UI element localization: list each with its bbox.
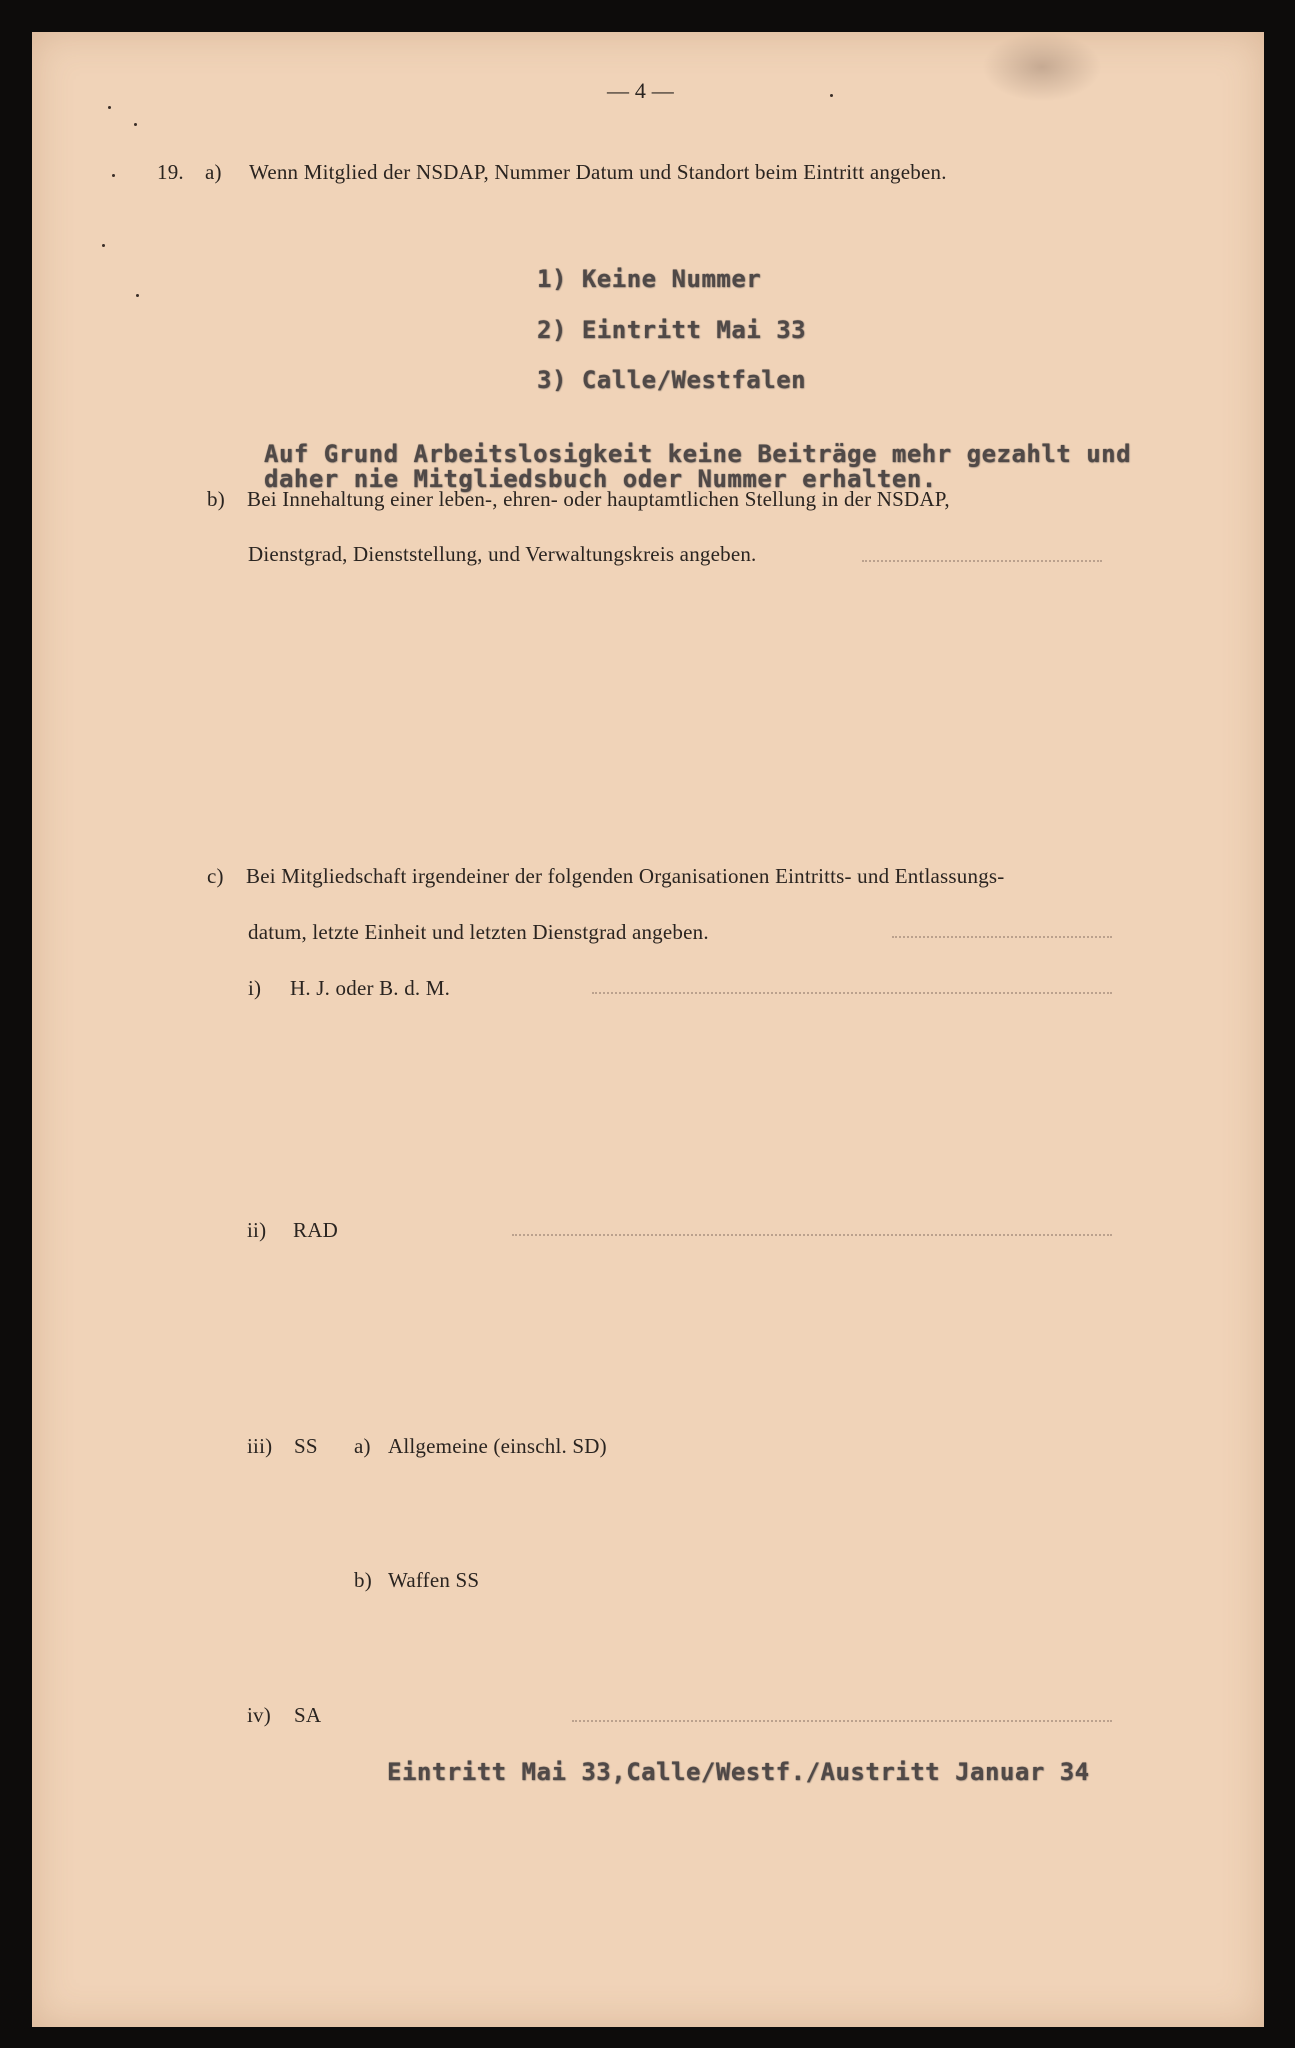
fill-line xyxy=(592,992,1112,994)
margin-speck xyxy=(112,174,115,177)
item-ii-label: RAD xyxy=(293,1218,338,1242)
q19b-text-line-2: Dienstgrad, Dienststellung, und Verwaltungskreis angeben. xyxy=(248,542,757,566)
item-iv-answer: Eintritt Mai 33,Calle/Westf./Austritt Januar 34 xyxy=(387,1758,1090,1786)
margin-speck xyxy=(102,244,105,247)
item-iii-sub-a-label: Allgemeine (einschl. SD) xyxy=(388,1434,607,1458)
q19a-marker: a) xyxy=(205,160,222,184)
margin-speck xyxy=(108,106,111,109)
page-number: — 4 — xyxy=(607,78,674,103)
fill-line xyxy=(892,936,1112,938)
item-iii-sub-a-marker: a) xyxy=(354,1434,371,1458)
q19c-text-line-2: datum, letzte Einheit und letzten Dienstgrad angeben. xyxy=(248,920,709,944)
q19c-text-line-1: Bei Mitgliedschaft irgendeiner der folgenden Organisationen Eintritts- und Entlassungs- xyxy=(246,864,1005,888)
fill-line xyxy=(862,560,1102,562)
item-ii-marker: ii) xyxy=(247,1218,267,1242)
item-iv-marker: iv) xyxy=(247,1703,271,1727)
item-iv-label: SA xyxy=(294,1703,322,1727)
q19b-marker: b) xyxy=(207,487,225,511)
margin-speck xyxy=(830,94,833,97)
document-page xyxy=(32,32,1264,2027)
item-i-marker: i) xyxy=(248,976,262,1000)
q19a-text: Wenn Mitglied der NSDAP, Nummer Datum und Standort beim Eintritt angeben. xyxy=(249,160,947,184)
item-iii-sub-b-marker: b) xyxy=(354,1568,372,1592)
typed-note-line-2: daher nie Mitgliedsbuch oder Nummer erhalten. xyxy=(264,465,937,493)
q19c-marker: c) xyxy=(207,864,224,888)
margin-speck xyxy=(134,123,137,126)
typed-note-line-1: Auf Grund Arbeitslosigkeit keine Beiträge mehr gezahlt und xyxy=(264,440,1132,468)
q19b-text-line-1: Bei Innehaltung einer leben-, ehren- oder hauptamtlichen Stellung in der NSDAP, xyxy=(247,487,950,511)
item-iii-label: SS xyxy=(294,1434,318,1458)
question-number: 19. xyxy=(157,160,184,184)
stain-mark xyxy=(982,32,1102,102)
item-iii-sub-b-label: Waffen SS xyxy=(388,1568,480,1592)
answer-line-3: 3) Calle/Westfalen xyxy=(537,366,807,394)
fill-line xyxy=(572,1720,1112,1722)
answer-line-2: 2) Eintritt Mai 33 xyxy=(537,316,807,344)
item-iii-marker: iii) xyxy=(247,1434,273,1458)
answer-line-1: 1) Keine Nummer xyxy=(537,265,762,293)
item-i-label: H. J. oder B. d. M. xyxy=(290,976,451,1000)
margin-speck xyxy=(136,294,139,297)
fill-line xyxy=(512,1234,1112,1236)
